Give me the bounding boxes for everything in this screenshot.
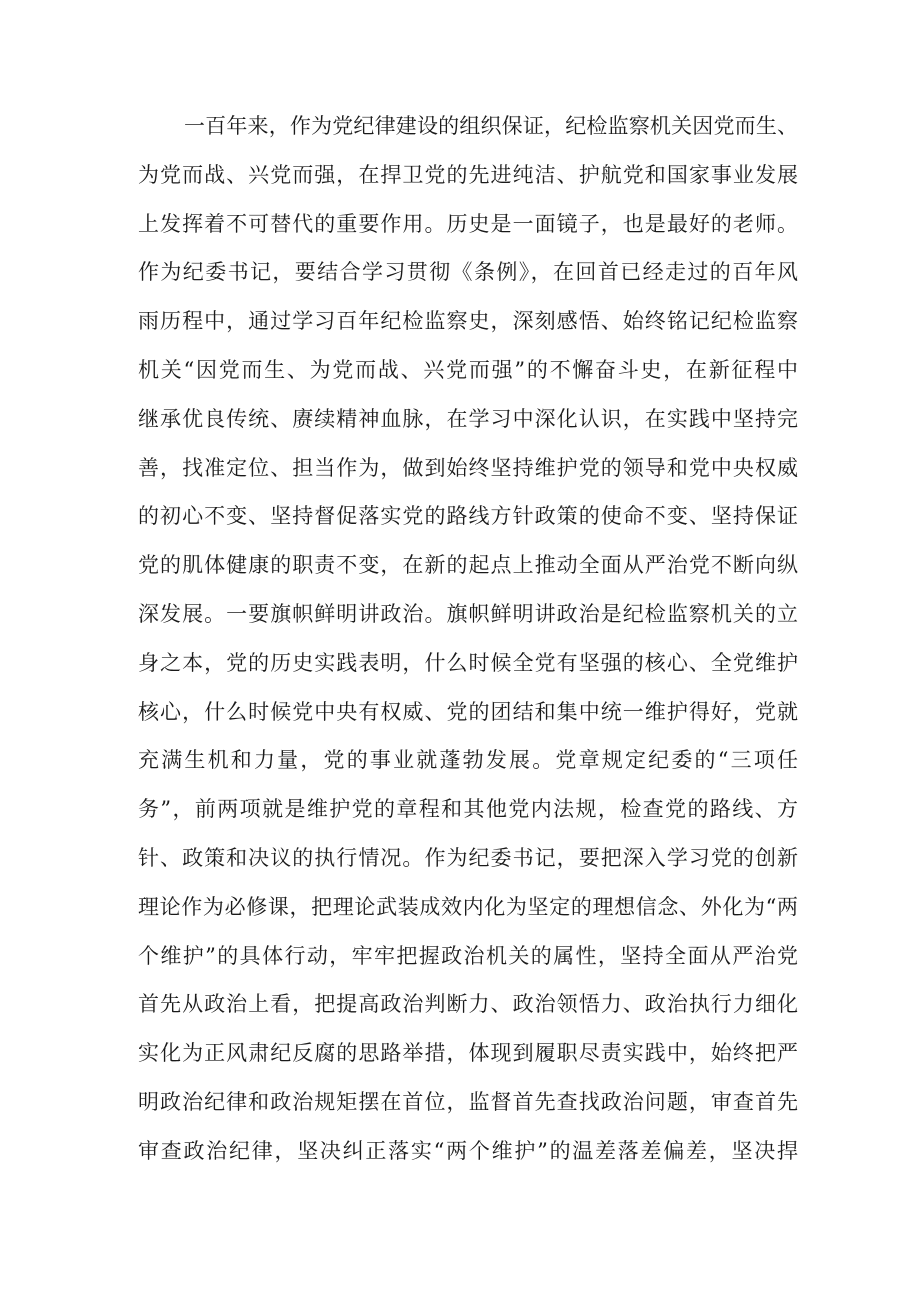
text-line: 实化为正风肃纪反腐的思路举措，体现到履职尽责实践中，始终把严 — [138, 1041, 798, 1066]
text-line: 明政治纪律和政治规矩摆在首位，监督首先查找政治问题，审查首先 — [138, 1089, 798, 1114]
text-line: 深发展。一要旗帜鲜明讲政治。旗帜鲜明讲政治是纪检监察机关的立 — [138, 601, 798, 626]
text-line: 身之本，党的历史实践表明，什么时候全党有坚强的核心、全党维护 — [138, 650, 798, 675]
text-line: 机关“因党而生、为党而战、兴党而强”的不懈奋斗史，在新征程中 — [138, 357, 798, 382]
text-line: 继承优良传统、赓续精神血脉，在学习中深化认识，在实践中坚持完 — [138, 406, 798, 431]
body-paragraph — [138, 102, 798, 1176]
text-line: 充满生机和力量，党的事业就蓬勃发展。党章规定纪委的“三项任 — [138, 748, 798, 773]
text-line: 针、政策和决议的执行情况。作为纪委书记，要把深入学习党的创新 — [138, 845, 798, 870]
text-line: 作为纪委书记，要结合学习贯彻《条例》，在回首已经走过的百年风 — [138, 260, 798, 285]
text-line: 审查政治纪律，坚决纠正落实“两个维护”的温差落差偏差，坚决捍 — [138, 1138, 798, 1163]
text-line: 上发挥着不可替代的重要作用。历史是一面镜子，也是最好的老师。 — [138, 211, 798, 236]
text-line: 首先从政治上看，把提高政治判断力、政治领悟力、政治执行力细化 — [138, 992, 798, 1017]
text-line: 理论作为必修课，把理论武装成效内化为坚定的理想信念、外化为“两 — [138, 894, 798, 919]
text-line: 核心，什么时候党中央有权威、党的团结和集中统一维护得好，党就 — [138, 699, 798, 724]
text-line: 为党而战、兴党而强，在捍卫党的先进纯洁、护航党和国家事业发展 — [138, 162, 798, 187]
text-line: 个维护”的具体行动，牢牢把握政治机关的属性，坚持全面从严治党 — [138, 943, 798, 968]
text-line: 的初心不变、坚持督促落实党的路线方针政策的使命不变、坚持保证 — [138, 504, 798, 529]
text-line: 党的肌体健康的职责不变，在新的起点上推动全面从严治党不断向纵 — [138, 553, 798, 578]
text-line: 务”，前两项就是维护党的章程和其他党内法规，检查党的路线、方 — [138, 797, 798, 822]
text-line: 雨历程中，通过学习百年纪检监察史，深刻感悟、始终铭记纪检监察 — [138, 309, 798, 334]
text-line: 一百年来，作为党纪律建设的组织保证，纪检监察机关因党而生、 — [184, 114, 798, 138]
text-line: 善，找准定位、担当作为，做到始终坚持维护党的领导和党中央权威 — [138, 455, 798, 480]
